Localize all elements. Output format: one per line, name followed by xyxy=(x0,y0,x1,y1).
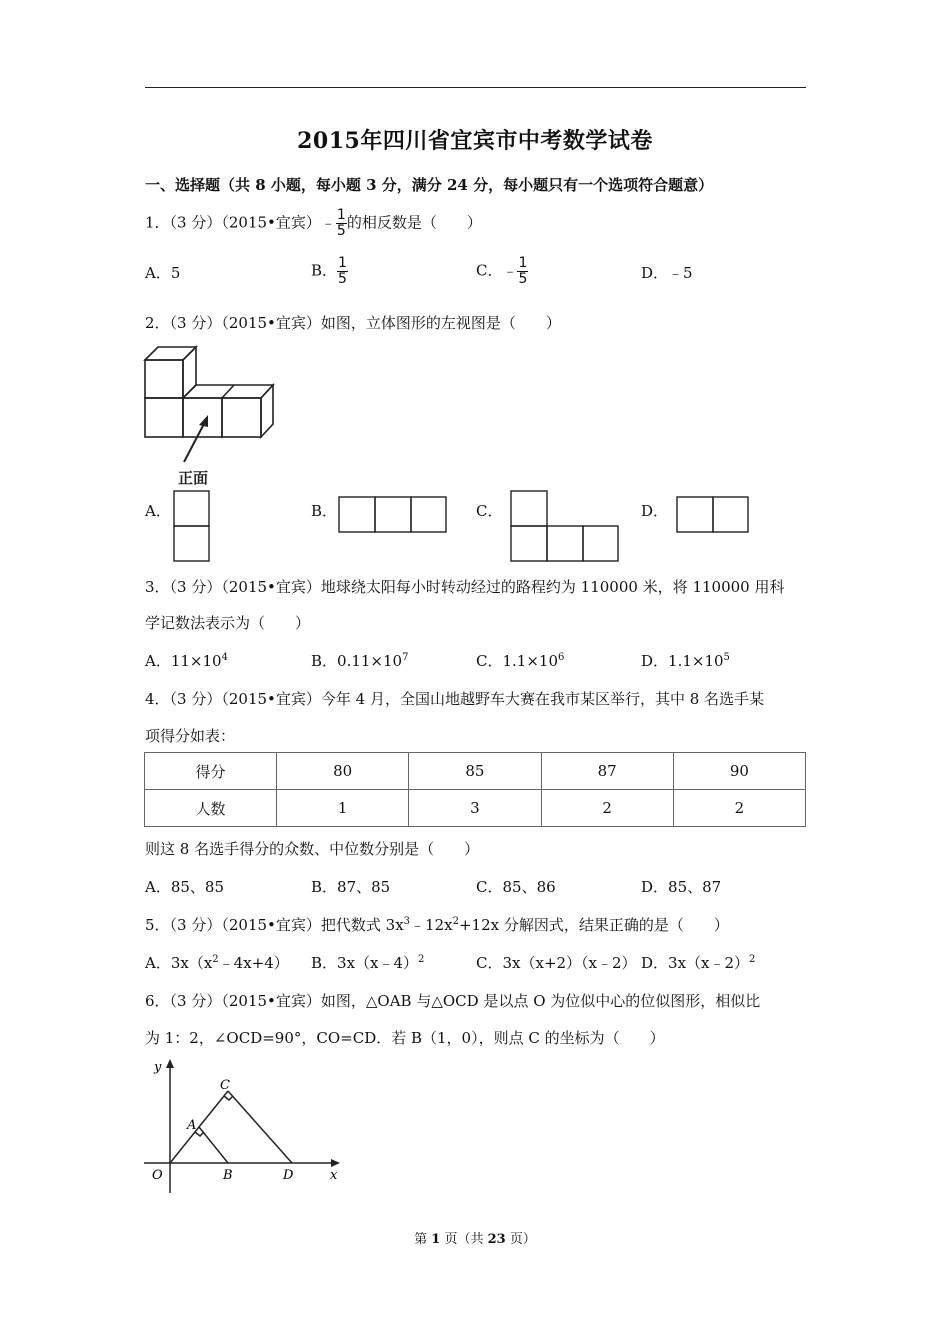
question-1 xyxy=(145,208,482,239)
q2-option-c-figure xyxy=(510,490,620,564)
point-a-label: A xyxy=(187,1118,197,1133)
q4-option-c: C．85、86 xyxy=(476,878,556,896)
question-4-line-2: 项得分如表： xyxy=(145,727,236,745)
section-heading: 一、选择题（共 8 小题，每小题 3 分，满分 24 分，每小题只有一个选项符合题意） xyxy=(145,176,714,194)
q5-option-d: D．3x（x﹣2）$^2$ xyxy=(641,954,756,972)
q6-coordinate-figure xyxy=(140,1055,350,1200)
q2-option-d: D． xyxy=(641,502,669,520)
q2-option-a-figure xyxy=(173,490,211,564)
table-cell: 得分 xyxy=(145,753,277,790)
q1-fraction: $\frac{1}{5}$ xyxy=(336,207,346,239)
question-3-line-2: 学记数法表示为（ ） xyxy=(145,614,311,632)
table-cell: 85 xyxy=(409,753,541,790)
page-total: 23 xyxy=(487,1232,506,1247)
question-2: 2．（3 分）（2015•宜宾）如图，立体图形的左视图是（ ） xyxy=(145,314,561,332)
point-c-label: C xyxy=(220,1078,230,1093)
question-6-line-2: 为 1：2，∠OCD=90°，CO=CD．若 B（1，0），则点 C 的坐标为（ ） xyxy=(145,1029,665,1047)
table-cell: 1 xyxy=(277,790,409,827)
point-d-label: D xyxy=(283,1168,294,1183)
question-3-line-1: 3．（3 分）（2015•宜宾）地球绕太阳每小时转动经过的路程约为 110000 米，将 110000 用科 xyxy=(145,578,785,596)
q2-option-b: B． xyxy=(311,502,338,520)
table-cell: 3 xyxy=(409,790,541,827)
y-axis-label: y xyxy=(154,1060,162,1075)
question-4-line-1: 4．（3 分）（2015•宜宾）今年 4 月，全国山地越野车大赛在我市某区举行，其中 8 名选手某 xyxy=(145,690,765,708)
q2-option-b-figure xyxy=(338,496,448,534)
q1-option-d: D．﹣5 xyxy=(641,264,693,282)
question-6-line-1: 6．（3 分）（2015•宜宾）如图，△OAB 与△OCD 是以点 O 为位似中心的位似图形，相似比 xyxy=(145,992,761,1010)
q1-option-a: A．5 xyxy=(145,264,181,282)
q5-option-b: B．3x（x﹣4）$^2$ xyxy=(311,954,425,972)
q1-option-b: B． $\frac{1}{5}$ xyxy=(311,255,347,287)
q3-option-d: D．$1.1\times 10^5$ xyxy=(641,652,730,670)
q3-option-c: C．$1.1\times 10^6$ xyxy=(476,652,565,670)
x-axis-label: x xyxy=(330,1168,338,1183)
page-number: 1 xyxy=(431,1232,441,1247)
score-table xyxy=(144,752,806,827)
q2-solid-figure xyxy=(140,342,280,490)
table-cell: 87 xyxy=(541,753,673,790)
q1-option-c: C．﹣ $\frac{1}{5}$ xyxy=(476,255,528,287)
q2-option-a: A． xyxy=(145,502,171,520)
q5-option-c: C．3x（x+2）（x﹣2） xyxy=(476,954,637,972)
page-footer: 第 1 页（共 23 页） xyxy=(414,1232,536,1247)
q4-option-d: D．85、87 xyxy=(641,878,722,896)
q2-option-c: C． xyxy=(476,502,503,520)
point-b-label: B xyxy=(223,1168,233,1183)
q5-option-a: A．$3x(x^2﹣4x+4)$ xyxy=(145,954,289,972)
table-cell: 2 xyxy=(673,790,805,827)
q1-suffix: 的相反数是（ ） xyxy=(346,213,482,232)
question-5: 5．（3 分）（2015•宜宾）把代数式 $3x^3﹣12x^2+12x$ 分解因式，结果正确的是（ ） xyxy=(145,916,729,934)
question-4-line-3: 则这 8 名选手得分的众数、中位数分别是（ ） xyxy=(145,840,480,858)
q2-option-d-figure xyxy=(676,496,750,534)
table-row xyxy=(145,790,806,827)
origin-label: O xyxy=(152,1168,163,1183)
q4-option-a: A．85、85 xyxy=(145,878,225,896)
table-cell: 80 xyxy=(277,753,409,790)
table-cell: 2 xyxy=(541,790,673,827)
table-cell: 90 xyxy=(673,753,805,790)
q4-option-b: B．87、85 xyxy=(311,878,391,896)
front-label: 正面 xyxy=(178,469,209,487)
q3-option-a: A．$11\times 10^4$ xyxy=(145,652,228,670)
q1-prefix: 1．（3 分）（2015•宜宾）﹣ xyxy=(145,213,336,232)
page-title: 2015年四川省宜宾市中考数学试卷 xyxy=(297,128,653,154)
header-rule xyxy=(145,87,806,88)
table-cell: 人数 xyxy=(145,790,277,827)
q3-option-b: B．$0.11\times 10^7$ xyxy=(311,652,409,670)
table-row xyxy=(145,753,806,790)
